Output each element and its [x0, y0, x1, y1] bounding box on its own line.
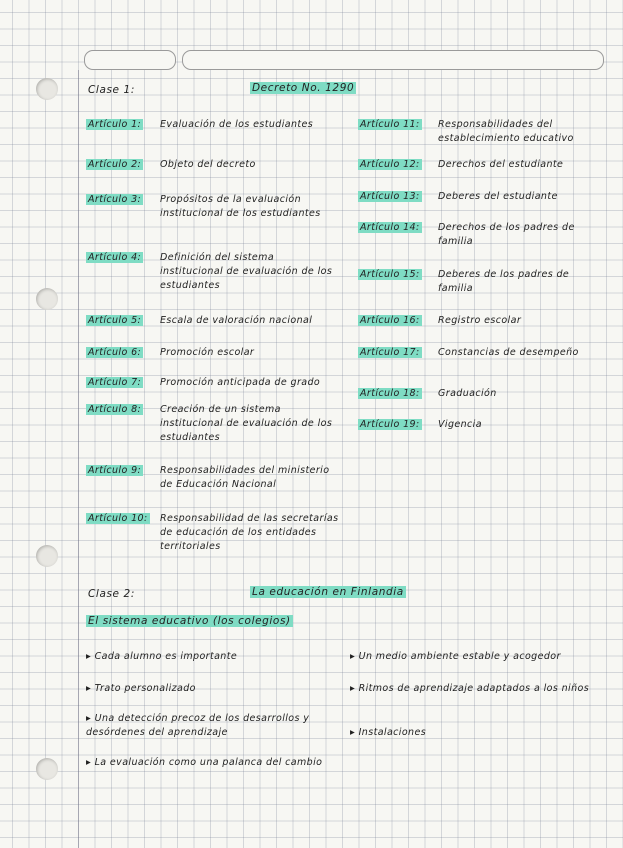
bullet-item: ▸ Instalaciones [350, 727, 427, 738]
article-label: Artículo 12: [360, 159, 420, 170]
clase1-label: Clase 1: [88, 84, 135, 96]
article-label: Artículo 9: [88, 465, 142, 476]
article-text: Propósitos de la evaluación institucional de los estudiantes [160, 194, 321, 219]
article-text: Definición del sistema institucional de evaluación de los estudiantes [160, 252, 333, 291]
article-label: Artículo 8: [88, 404, 142, 415]
article-label: Artículo 16: [360, 315, 420, 326]
article-text: Constancias de desempeño [438, 347, 579, 358]
bullet-item: ▸ Cada alumno es importante [86, 651, 238, 662]
article-text: Deberes de los padres de familia [438, 269, 570, 294]
header-box-left [84, 50, 176, 70]
article-text: Promoción anticipada de grado [160, 377, 321, 388]
binder-hole-4 [36, 758, 58, 780]
article-text: Derechos de los padres de familia [438, 222, 575, 247]
clase2-title [250, 586, 406, 598]
article-label: Artículo 13: [360, 191, 420, 202]
bullet-item: ▸ Trato personalizado [86, 683, 196, 694]
article-label: Artículo 1: [88, 119, 142, 130]
article-label: Artículo 14: [360, 222, 420, 233]
article-text: Vigencia [438, 419, 482, 430]
article-text: Responsabilidad de las secretarías de educación de los entidades territoriales [160, 513, 339, 552]
bullet-item: ▸ Un medio ambiente estable y acogedor [350, 651, 561, 662]
article-text: Derechos del estudiante [438, 159, 564, 170]
article-label: Artículo 3: [88, 194, 142, 205]
article-text: Deberes del estudiante [438, 191, 558, 202]
article-label: Artículo 4: [88, 252, 142, 263]
clase1-title [250, 82, 356, 94]
binder-hole-1 [36, 78, 58, 100]
header-box-right [182, 50, 604, 70]
article-text: Escala de valoración nacional [160, 315, 313, 326]
clase1-title-text: Decreto No. 1290 [252, 82, 355, 94]
bullet-item: ▸ La evaluación como una palanca del cambio [86, 757, 323, 768]
bullet-item: ▸ Ritmos de aprendizaje adaptados a los niños [350, 683, 590, 694]
article-label: Artículo 2: [88, 159, 142, 170]
article-text: Responsabilidades del establecimiento educativo [438, 119, 574, 144]
article-text: Graduación [438, 388, 497, 399]
binder-hole-2 [36, 288, 58, 310]
subheading [86, 615, 293, 627]
article-text: Responsabilidades del ministerio de Educación Nacional [160, 465, 330, 490]
bullet-item: ▸ Una detección precoz de los desarrollos y desórdenes del aprendizaje [86, 713, 310, 738]
article-text: Promoción escolar [160, 347, 255, 358]
article-label: Artículo 19: [360, 419, 420, 430]
margin-line [78, 70, 79, 848]
binder-hole-3 [36, 545, 58, 567]
article-label: Artículo 17: [360, 347, 420, 358]
article-label: Artículo 15: [360, 269, 420, 280]
article-label: Artículo 7: [88, 377, 142, 388]
article-label: Artículo 6: [88, 347, 142, 358]
article-text: Objeto del decreto [160, 159, 256, 170]
article-text: Creación de un sistema institucional de evaluación de los estudiantes [160, 404, 333, 443]
article-label: Artículo 10: [88, 513, 148, 524]
article-label: Artículo 18: [360, 388, 420, 399]
clase2-label: Clase 2: [88, 588, 135, 600]
article-text: Evaluación de los estudiantes [160, 119, 314, 130]
article-label: Artículo 11: [360, 119, 420, 130]
clase2-title-text: La educación en Finlandia [252, 586, 404, 598]
article-label: Artículo 5: [88, 315, 142, 326]
subheading-text: El sistema educativo (los colegios) [88, 615, 291, 627]
article-text: Registro escolar [438, 315, 522, 326]
